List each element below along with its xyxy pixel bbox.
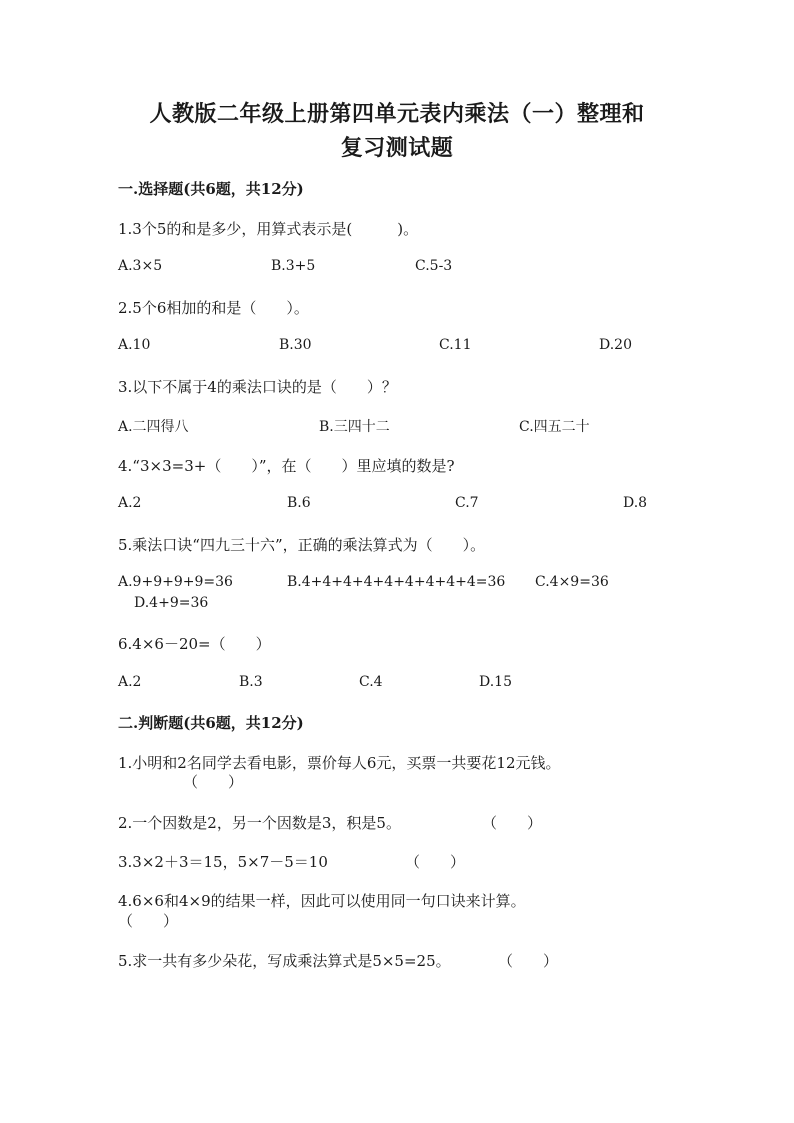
judge-q4-answer-bracket: （ ）: [118, 912, 179, 930]
page-title-line2: 复习测试题: [340, 135, 454, 161]
judge-question-4: 4.6×6和4×9的结果一样，因此可以使用同一句口诀来计算。: [118, 892, 526, 910]
choice-q5-option-b: B.4+4+4+4+4+4+4+4+4=36: [287, 574, 506, 590]
choice-q6-option-d: D.15: [479, 674, 512, 690]
choice-q2-option-d: D.20: [599, 337, 632, 353]
choice-question-6: 6.4×6－20=（ ）: [118, 635, 271, 653]
judge-q3-answer-bracket: （ ）: [405, 853, 466, 871]
choice-q6-option-c: C.4: [359, 674, 383, 690]
choice-q4-option-c: C.7: [455, 495, 479, 511]
choice-question-5: 5.乘法口诀“四九三十六”，正确的乘法算式为（ ）。: [118, 536, 486, 554]
judge-question-1: 1.小明和2名同学去看电影，票价每人6元，买票一共要花12元钱。: [118, 754, 561, 772]
choice-q2-option-c: C.11: [439, 337, 472, 353]
choice-q6-option-b: B.3: [239, 674, 263, 690]
choice-q2-option-a: A.10: [118, 337, 151, 353]
judge-question-2: 2.一个因数是2，另一个因数是3，积是5。: [118, 814, 401, 832]
choice-q1-option-b: B.3+5: [271, 258, 316, 274]
choice-q5-option-c: C.4×9=36: [535, 574, 609, 590]
choice-q4-option-a: A.2: [118, 495, 142, 511]
choice-q4-option-b: B.6: [287, 495, 311, 511]
choice-q1-option-a: A.3×5: [118, 258, 163, 274]
judge-q1-answer-bracket: （ ）: [183, 773, 244, 791]
choice-q3-option-a: A.二四得八: [118, 419, 189, 435]
choice-q4-option-d: D.8: [623, 495, 648, 511]
choice-q5-option-a: A.9+9+9+9=36: [118, 574, 233, 590]
page-title-line1: 人教版二年级上册第四单元表内乘法（一）整理和: [149, 101, 645, 127]
choice-q6-option-a: A.2: [118, 674, 142, 690]
judge-question-5: 5.求一共有多少朵花，写成乘法算式是5×5=25。: [118, 952, 451, 970]
choice-q2-option-b: B.30: [279, 337, 312, 353]
choice-question-3: 3.以下不属于4的乘法口诀的是（ ）？: [118, 378, 397, 396]
choice-q1-option-c: C.5-3: [415, 258, 453, 274]
section-heading-choice: 一.选择题(共6题，共12分): [118, 180, 304, 198]
choice-question-4: 4.“3×3=3+（ ）”，在（ ）里应填的数是?: [118, 457, 455, 475]
choice-q5-option-d: D.4+9=36: [134, 595, 209, 611]
choice-question-2: 2.5个6相加的和是（ ）。: [118, 299, 309, 317]
judge-question-3: 3.3×2＋3＝15，5×7－5＝10: [118, 853, 328, 871]
judge-q5-answer-bracket: （ ）: [498, 952, 559, 970]
choice-q3-option-b: B.三四十二: [319, 419, 390, 435]
judge-q2-answer-bracket: （ ）: [482, 814, 543, 832]
choice-q3-option-c: C.四五二十: [519, 419, 590, 435]
section-heading-judgement: 二.判断题(共6题，共12分): [118, 714, 304, 732]
choice-question-1: 1.3个5的和是多少，用算式表示是( )。: [118, 220, 419, 238]
